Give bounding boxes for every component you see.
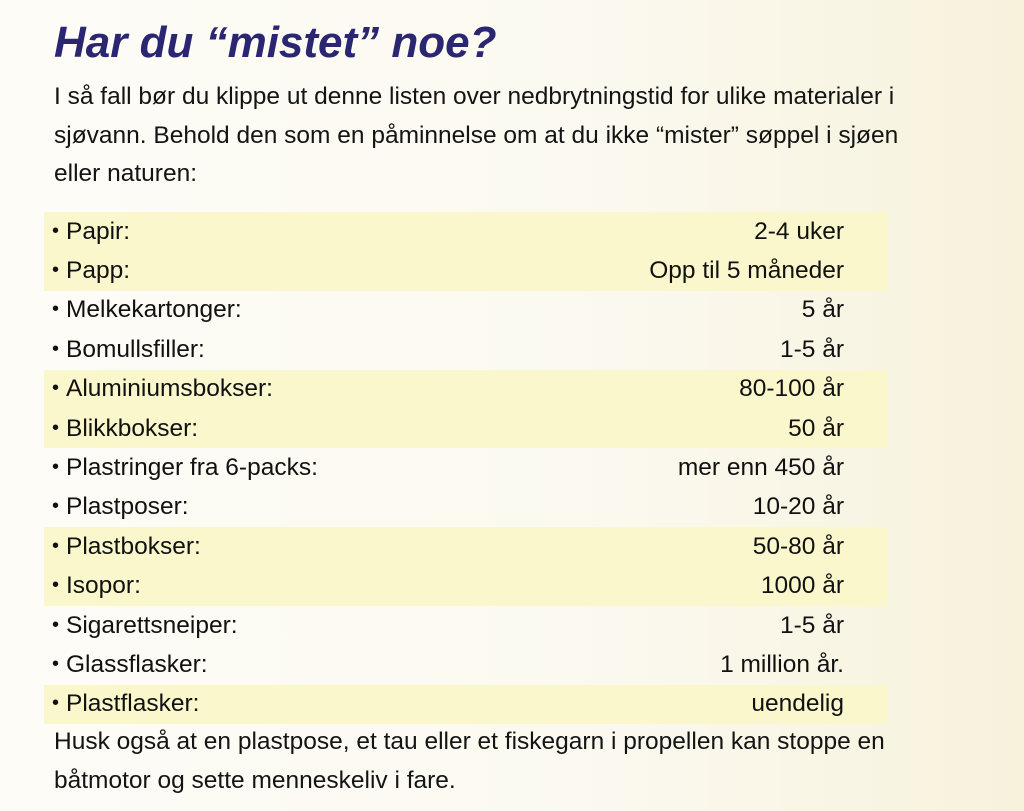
item-value: Opp til 5 måneder	[649, 257, 844, 285]
item-value: 80-100 år	[739, 375, 844, 403]
item-label-text: Blikkbokser:	[66, 414, 199, 442]
bullet-icon: •	[52, 534, 60, 557]
item-label	[52, 375, 273, 403]
item-value: 1 million år.	[720, 650, 844, 678]
item-label-text: Melkekartonger:	[66, 296, 242, 324]
item-label	[52, 690, 199, 718]
item-label-text: Plastflasker:	[66, 690, 200, 718]
item-label	[52, 493, 189, 521]
item-label	[52, 572, 141, 600]
list-item	[44, 527, 888, 566]
list-item	[44, 606, 888, 645]
item-label	[52, 454, 318, 482]
item-label	[52, 336, 205, 364]
item-label-text: Bomullsfiller:	[66, 335, 205, 363]
item-value: mer enn 450 år	[677, 454, 844, 482]
item-label-text: Glassflasker:	[66, 650, 208, 678]
item-label-text: Papp:	[66, 257, 131, 285]
bullet-icon: •	[52, 613, 60, 636]
item-label	[52, 415, 198, 443]
list-item	[44, 330, 888, 369]
bullet-icon: •	[52, 652, 60, 675]
list-item	[44, 409, 888, 448]
bullet-icon: •	[52, 337, 60, 360]
bullet-icon: •	[52, 377, 60, 400]
list-item	[44, 488, 888, 527]
bullet-icon: •	[52, 416, 60, 439]
bullet-icon: •	[52, 495, 60, 518]
item-label	[52, 296, 242, 324]
bullet-icon: •	[52, 692, 60, 715]
list-item	[44, 645, 888, 684]
list-item	[44, 212, 888, 251]
item-label-text: Sigarettsneiper:	[66, 611, 238, 639]
item-label-text: Papir:	[66, 217, 131, 245]
footer-paragraph: Husk også at en plastpose, et tau eller et fiskegarn i propellen kan stoppe en båtmotor og sette menneskeliv i fare.	[54, 728, 885, 794]
item-label	[52, 533, 201, 561]
item-label	[52, 651, 208, 679]
bullet-icon: •	[52, 259, 60, 282]
item-label-text: Plastbokser:	[66, 532, 201, 560]
list-item	[44, 291, 888, 330]
item-value: 1-5 år	[779, 335, 844, 363]
item-label	[52, 257, 130, 285]
item-value: 10-20 år	[752, 493, 844, 521]
item-label-text: Plastposer:	[66, 493, 189, 521]
page-title: Har du “mistet” noe?	[54, 18, 497, 67]
item-label	[52, 218, 130, 246]
list-item	[44, 448, 888, 487]
decomposition-list	[44, 212, 888, 724]
list-item	[44, 685, 888, 724]
bullet-icon: •	[52, 298, 60, 321]
bullet-icon: •	[52, 456, 60, 479]
item-value: 1-5 år	[779, 611, 844, 639]
list-item	[44, 370, 888, 409]
item-value: 50-80 år	[752, 532, 844, 560]
item-value: 2-4 uker	[754, 217, 844, 245]
item-value: 5 år	[801, 296, 844, 324]
item-label	[52, 612, 238, 640]
item-label-text: Plastringer fra 6-packs:	[66, 454, 318, 482]
item-label-text: Aluminiumsbokser:	[66, 375, 273, 403]
bullet-icon: •	[52, 219, 60, 242]
intro-paragraph: I så fall bør du klippe ut denne listen over nedbrytningstid for ulike materialer i sjøvann. Behold den som en påminnelse om at du ikke “mister” søppel i sjøen eller naturen:	[54, 83, 899, 187]
list-item	[44, 251, 888, 290]
item-value: 1000 år	[760, 572, 844, 600]
list-item	[44, 567, 888, 606]
bullet-icon: •	[52, 574, 60, 597]
item-label-text: Isopor:	[66, 572, 141, 600]
item-value: uendelig	[751, 690, 844, 718]
item-value: 50 år	[788, 414, 844, 442]
